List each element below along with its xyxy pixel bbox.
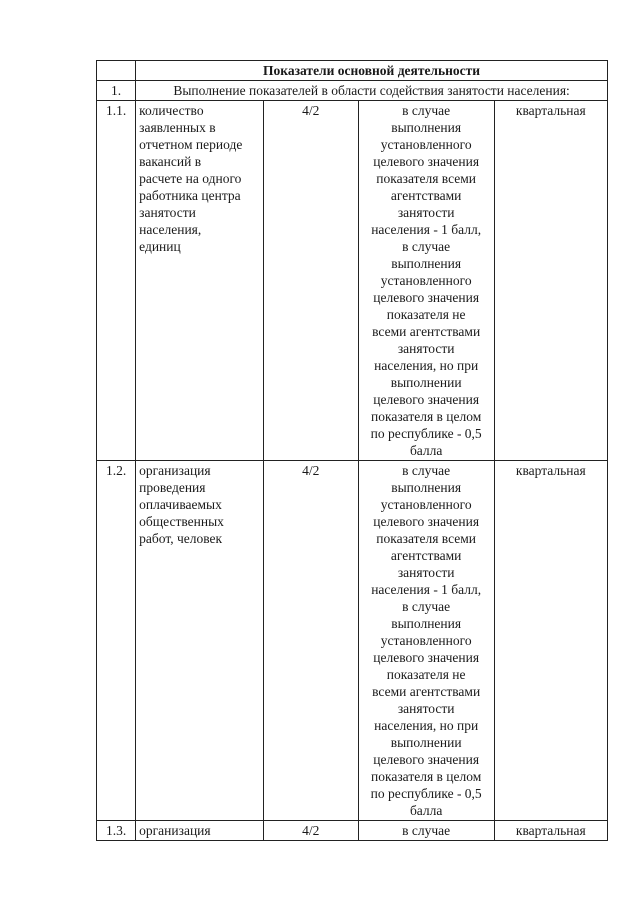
row-condition: в случае выполнения установленного целевого значения показателя всеми агентствами занятости населения - 1 балл, в случае выполнения установленного целевого значения показателя не всеми агентствами занятости населения, но при выполнении целевого значения показателя в целом по республике - 0,5 балла: [358, 461, 494, 821]
row-indicator-name: организация проведения оплачиваемых общественных работ, человек: [136, 461, 264, 821]
row-number: 1.3.: [97, 821, 136, 841]
section-row: [97, 81, 608, 101]
table-header-row: [97, 61, 608, 81]
row-ratio: 4/2: [263, 461, 358, 821]
row-period: квартальная: [494, 461, 607, 821]
row-ratio: 4/2: [263, 821, 358, 841]
row-ratio: 4/2: [263, 101, 358, 461]
table-row: [97, 821, 608, 841]
section-number: 1.: [97, 81, 136, 101]
row-indicator-name: организация: [136, 821, 264, 841]
row-period: квартальная: [494, 101, 607, 461]
table-row: [97, 101, 608, 461]
row-number: 1.2.: [97, 461, 136, 821]
section-title: Выполнение показателей в области содействия занятости населения:: [136, 81, 608, 101]
row-period: квартальная: [494, 821, 607, 841]
table-header-title: Показатели основной деятельности: [136, 61, 608, 81]
indicators-table: [96, 60, 608, 841]
table-row: [97, 461, 608, 821]
row-condition: в случае выполнения установленного целевого значения показателя всеми агентствами занятости населения - 1 балл, в случае выполнения установленного целевого значения показателя не всеми агентствами занятости населения, но при выполнении целевого значения показателя в целом по республике - 0,5 балла: [358, 101, 494, 461]
header-empty-cell: [97, 61, 136, 81]
row-condition: в случае: [358, 821, 494, 841]
row-number: 1.1.: [97, 101, 136, 461]
row-indicator-name: количество заявленных в отчетном периоде вакансий в расчете на одного работника центра занятости населения, единиц: [136, 101, 264, 461]
